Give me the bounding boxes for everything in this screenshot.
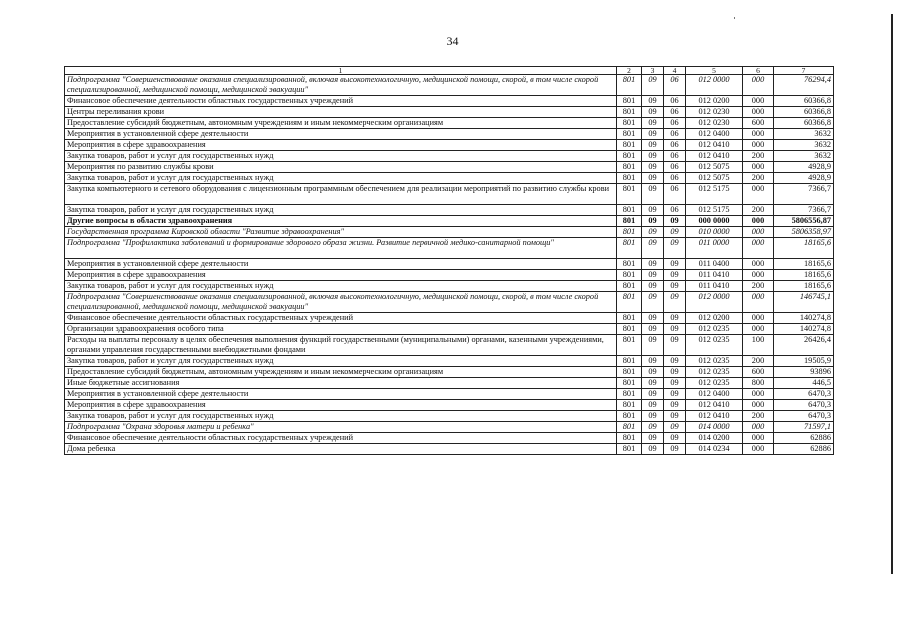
row-name: Организации здравоохранения особого типа [65, 324, 617, 335]
row-name: Иные бюджетные ассигнования [65, 378, 617, 389]
row-name: Закупка товаров, работ и услуг для государственных нужд [65, 411, 617, 422]
amount: 18165,6 [774, 281, 834, 292]
row-name: Дома ребенка [65, 444, 617, 455]
amount: 93896 [774, 367, 834, 378]
subsection-code: 09 [664, 227, 686, 238]
section-code: 09 [642, 324, 664, 335]
row-name: Мероприятия в сфере здравоохранения [65, 140, 617, 151]
expense-type: 200 [743, 173, 774, 184]
row-name: Подпрограмма "Профилактика заболеваний и формирование здорового образа жизни. Развитие первичной медико-санитарной помощи" [65, 238, 617, 259]
subsection-code: 09 [664, 270, 686, 281]
header-cell-expense-type: 6 [743, 67, 774, 75]
header-cell-target-article: 5 [686, 67, 743, 75]
row-name: Финансовое обеспечение деятельности областных государственных учреждений [65, 96, 617, 107]
target-article: 000 0000 [686, 216, 743, 227]
target-article: 012 0400 [686, 389, 743, 400]
section-code: 09 [642, 96, 664, 107]
row-name: Мероприятия в установленной сфере деятельности [65, 389, 617, 400]
amount: 446,5 [774, 378, 834, 389]
row-name: Мероприятия по развитию службы крови [65, 162, 617, 173]
subsection-code: 09 [664, 335, 686, 356]
table-row [65, 140, 834, 151]
expense-type: 000 [743, 400, 774, 411]
expense-type: 000 [743, 227, 774, 238]
section-code: 09 [642, 313, 664, 324]
table-row [65, 129, 834, 140]
subsection-code: 06 [664, 205, 686, 216]
header-cell-section: 3 [642, 67, 664, 75]
table-row [65, 216, 834, 227]
expense-type: 000 [743, 433, 774, 444]
target-article: 014 0234 [686, 444, 743, 455]
table-row [65, 173, 834, 184]
ministry-code: 801 [617, 184, 642, 205]
expense-type: 000 [743, 270, 774, 281]
section-code: 09 [642, 281, 664, 292]
amount: 3632 [774, 129, 834, 140]
subsection-code: 06 [664, 151, 686, 162]
amount: 6470,3 [774, 411, 834, 422]
target-article: 012 5175 [686, 184, 743, 205]
subsection-code: 09 [664, 378, 686, 389]
amount: 62886 [774, 444, 834, 455]
target-article: 012 0410 [686, 400, 743, 411]
table-row [65, 238, 834, 259]
expense-type: 000 [743, 292, 774, 313]
ministry-code: 801 [617, 227, 642, 238]
row-name: Мероприятия в установленной сфере деятельности [65, 259, 617, 270]
expense-type: 600 [743, 367, 774, 378]
ministry-code: 801 [617, 140, 642, 151]
row-name: Финансовое обеспечение деятельности областных государственных учреждений [65, 433, 617, 444]
expense-type: 200 [743, 281, 774, 292]
target-article: 011 0000 [686, 238, 743, 259]
table-row [65, 205, 834, 216]
section-code: 09 [642, 411, 664, 422]
subsection-code: 06 [664, 129, 686, 140]
subsection-code: 09 [664, 216, 686, 227]
table-row [65, 389, 834, 400]
section-code: 09 [642, 259, 664, 270]
subsection-code: 06 [664, 184, 686, 205]
target-article: 012 0230 [686, 107, 743, 118]
target-article: 012 0235 [686, 367, 743, 378]
target-article: 012 0410 [686, 151, 743, 162]
table-row [65, 270, 834, 281]
amount: 140274,8 [774, 324, 834, 335]
row-name: Центры переливания крови [65, 107, 617, 118]
target-article: 012 0410 [686, 140, 743, 151]
expense-type: 000 [743, 389, 774, 400]
ministry-code: 801 [617, 378, 642, 389]
table-row [65, 313, 834, 324]
target-article: 012 0410 [686, 411, 743, 422]
section-code: 09 [642, 270, 664, 281]
target-article: 012 5075 [686, 162, 743, 173]
subsection-code: 06 [664, 162, 686, 173]
table-row [65, 184, 834, 205]
ministry-code: 801 [617, 292, 642, 313]
ministry-code: 801 [617, 151, 642, 162]
expense-type: 200 [743, 205, 774, 216]
section-code: 09 [642, 227, 664, 238]
amount: 140274,8 [774, 313, 834, 324]
row-name: Мероприятия в сфере здравоохранения [65, 400, 617, 411]
amount: 6470,3 [774, 389, 834, 400]
section-code: 09 [642, 140, 664, 151]
target-article: 012 0235 [686, 378, 743, 389]
section-code: 09 [642, 129, 664, 140]
expense-type: 000 [743, 162, 774, 173]
ministry-code: 801 [617, 270, 642, 281]
section-code: 09 [642, 118, 664, 129]
ministry-code: 801 [617, 216, 642, 227]
binding-margin-rule [891, 14, 893, 574]
amount: 76294,4 [774, 75, 834, 96]
section-code: 09 [642, 216, 664, 227]
ministry-code: 801 [617, 400, 642, 411]
ministry-code: 801 [617, 173, 642, 184]
table-row [65, 292, 834, 313]
row-name: Мероприятия в сфере здравоохранения [65, 270, 617, 281]
row-name: Государственная программа Кировской области "Развитие здравоохранения" [65, 227, 617, 238]
row-name: Финансовое обеспечение деятельности областных государственных учреждений [65, 313, 617, 324]
section-code: 09 [642, 238, 664, 259]
header-cell-name: 1 [65, 67, 617, 75]
subsection-code: 06 [664, 173, 686, 184]
row-name: Подпрограмма "Совершенствование оказания специализированной, включая высокотехнологичную, медицинской помощи, скорой, в том числе скорой специализированной, медицинской помощи, медицинской эвакуации" [65, 292, 617, 313]
header-cell-amount: 7 [774, 67, 834, 75]
target-article: 012 5075 [686, 173, 743, 184]
amount: 6470,3 [774, 400, 834, 411]
ministry-code: 801 [617, 107, 642, 118]
row-name: Закупка товаров, работ и услуг для государственных нужд [65, 281, 617, 292]
section-code: 09 [642, 75, 664, 96]
ministry-code: 801 [617, 205, 642, 216]
row-name: Другие вопросы в области здравоохранения [65, 216, 617, 227]
amount: 18165,6 [774, 238, 834, 259]
section-code: 09 [642, 378, 664, 389]
table-row [65, 367, 834, 378]
amount: 3632 [774, 140, 834, 151]
table-row [65, 378, 834, 389]
amount: 62886 [774, 433, 834, 444]
section-code: 09 [642, 422, 664, 433]
ministry-code: 801 [617, 444, 642, 455]
ministry-code: 801 [617, 238, 642, 259]
ministry-code: 801 [617, 118, 642, 129]
amount: 4928,9 [774, 173, 834, 184]
ministry-code: 801 [617, 324, 642, 335]
table-header-row [65, 67, 834, 75]
ministry-code: 801 [617, 356, 642, 367]
expense-type: 000 [743, 313, 774, 324]
subsection-code: 09 [664, 313, 686, 324]
row-name: Подпрограмма "Совершенствование оказания специализированной, включая высокотехнологичную, медицинской помощи, скорой, в том числе скорой специализированной, медицинской помощи, медицинской эвакуации" [65, 75, 617, 96]
table-row [65, 400, 834, 411]
target-article: 012 0200 [686, 96, 743, 107]
row-name: Предоставление субсидий бюджетным, автономным учреждениям и иным некоммерческим организациям [65, 118, 617, 129]
section-code: 09 [642, 184, 664, 205]
target-article: 012 0400 [686, 129, 743, 140]
budget-table-body [65, 67, 834, 455]
section-code: 09 [642, 335, 664, 356]
amount: 19505,9 [774, 356, 834, 367]
expense-type: 000 [743, 422, 774, 433]
row-name: Закупка товаров, работ и услуг для государственных нужд [65, 205, 617, 216]
target-article: 010 0000 [686, 227, 743, 238]
target-article: 011 0410 [686, 270, 743, 281]
budget-table [64, 66, 834, 455]
amount: 3632 [774, 151, 834, 162]
table-row [65, 75, 834, 96]
subsection-code: 09 [664, 411, 686, 422]
ministry-code: 801 [617, 411, 642, 422]
target-article: 014 0200 [686, 433, 743, 444]
section-code: 09 [642, 292, 664, 313]
section-code: 09 [642, 389, 664, 400]
header-cell-ministry: 2 [617, 67, 642, 75]
target-article: 012 0000 [686, 75, 743, 96]
amount: 60366,8 [774, 107, 834, 118]
subsection-code: 09 [664, 238, 686, 259]
amount: 18165,6 [774, 270, 834, 281]
subsection-code: 06 [664, 75, 686, 96]
ministry-code: 801 [617, 433, 642, 444]
subsection-code: 06 [664, 140, 686, 151]
subsection-code: 09 [664, 367, 686, 378]
target-article: 012 0235 [686, 324, 743, 335]
table-row [65, 151, 834, 162]
expense-type: 000 [743, 96, 774, 107]
ministry-code: 801 [617, 96, 642, 107]
subsection-code: 06 [664, 96, 686, 107]
subsection-code: 09 [664, 400, 686, 411]
subsection-code: 06 [664, 118, 686, 129]
ministry-code: 801 [617, 389, 642, 400]
row-name: Закупка товаров, работ и услуг для государственных нужд [65, 356, 617, 367]
subsection-code: 09 [664, 389, 686, 400]
scan-speck [734, 17, 735, 19]
table-row [65, 96, 834, 107]
table-row [65, 356, 834, 367]
table-row [65, 162, 834, 173]
amount: 146745,1 [774, 292, 834, 313]
target-article: 012 0230 [686, 118, 743, 129]
section-code: 09 [642, 367, 664, 378]
ministry-code: 801 [617, 281, 642, 292]
row-name: Закупка товаров, работ и услуг для государственных нужд [65, 151, 617, 162]
row-name: Закупка компьютерного и сетевого оборудования с лицензионным программным обеспечением для реализации мероприятий по развитию службы крови [65, 184, 617, 205]
table-row [65, 227, 834, 238]
target-article: 011 0410 [686, 281, 743, 292]
subsection-code: 09 [664, 292, 686, 313]
section-code: 09 [642, 205, 664, 216]
target-article: 011 0400 [686, 259, 743, 270]
expense-type: 000 [743, 75, 774, 96]
row-name: Закупка товаров, работ и услуг для государственных нужд [65, 173, 617, 184]
amount: 60366,8 [774, 96, 834, 107]
subsection-code: 09 [664, 324, 686, 335]
subsection-code: 09 [664, 433, 686, 444]
subsection-code: 09 [664, 356, 686, 367]
table-row [65, 118, 834, 129]
ministry-code: 801 [617, 422, 642, 433]
table-row [65, 422, 834, 433]
expense-type: 000 [743, 216, 774, 227]
target-article: 012 0235 [686, 335, 743, 356]
amount: 71597,1 [774, 422, 834, 433]
amount: 5806556,87 [774, 216, 834, 227]
expense-type: 200 [743, 411, 774, 422]
row-name: Расходы на выплаты персоналу в целях обеспечения выполнения функций государственными (муниципальными) органами, казенными учреждениями, органами управления государственными внебюджетными фондами [65, 335, 617, 356]
ministry-code: 801 [617, 129, 642, 140]
section-code: 09 [642, 400, 664, 411]
header-cell-subsection: 4 [664, 67, 686, 75]
expense-type: 200 [743, 151, 774, 162]
ministry-code: 801 [617, 162, 642, 173]
table-row [65, 107, 834, 118]
target-article: 014 0000 [686, 422, 743, 433]
ministry-code: 801 [617, 313, 642, 324]
subsection-code: 09 [664, 422, 686, 433]
table-row [65, 411, 834, 422]
subsection-code: 09 [664, 444, 686, 455]
row-name: Предоставление субсидий бюджетным, автономным учреждениям и иным некоммерческим организациям [65, 367, 617, 378]
expense-type: 200 [743, 356, 774, 367]
ministry-code: 801 [617, 335, 642, 356]
section-code: 09 [642, 444, 664, 455]
amount: 7366,7 [774, 205, 834, 216]
row-name: Подпрограмма "Охрана здоровья матери и ребенка" [65, 422, 617, 433]
page-number: 34 [446, 34, 459, 48]
table-row [65, 259, 834, 270]
expense-type: 600 [743, 118, 774, 129]
expense-type: 000 [743, 324, 774, 335]
target-article: 012 5175 [686, 205, 743, 216]
target-article: 012 0000 [686, 292, 743, 313]
subsection-code: 09 [664, 259, 686, 270]
amount: 18165,6 [774, 259, 834, 270]
amount: 26426,4 [774, 335, 834, 356]
ministry-code: 801 [617, 259, 642, 270]
row-name: Мероприятия в установленной сфере деятельности [65, 129, 617, 140]
amount: 7366,7 [774, 184, 834, 205]
section-code: 09 [642, 433, 664, 444]
target-article: 012 0235 [686, 356, 743, 367]
expense-type: 800 [743, 378, 774, 389]
expense-type: 000 [743, 129, 774, 140]
expense-type: 000 [743, 238, 774, 259]
section-code: 09 [642, 151, 664, 162]
expense-type: 000 [743, 140, 774, 151]
table-row [65, 281, 834, 292]
amount: 60366,8 [774, 118, 834, 129]
amount: 4928,9 [774, 162, 834, 173]
section-code: 09 [642, 173, 664, 184]
expense-type: 000 [743, 444, 774, 455]
ministry-code: 801 [617, 367, 642, 378]
table-row [65, 444, 834, 455]
expense-type: 000 [743, 107, 774, 118]
expense-type: 100 [743, 335, 774, 356]
amount: 5806358,97 [774, 227, 834, 238]
subsection-code: 06 [664, 107, 686, 118]
expense-type: 000 [743, 259, 774, 270]
table-row [65, 335, 834, 356]
section-code: 09 [642, 356, 664, 367]
section-code: 09 [642, 162, 664, 173]
table-row [65, 433, 834, 444]
table-row [65, 324, 834, 335]
target-article: 012 0200 [686, 313, 743, 324]
section-code: 09 [642, 107, 664, 118]
expense-type: 000 [743, 184, 774, 205]
ministry-code: 801 [617, 75, 642, 96]
subsection-code: 09 [664, 281, 686, 292]
